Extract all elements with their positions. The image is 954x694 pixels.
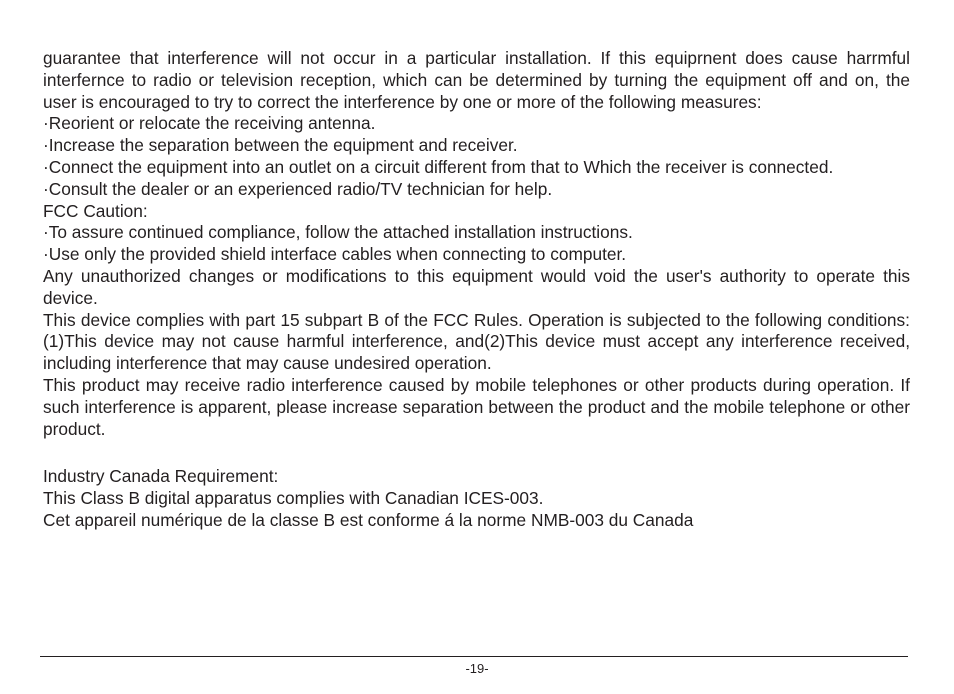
footer-divider: [40, 656, 908, 657]
manual-page-body: [43, 48, 910, 532]
unauthorized-changes-paragraph: Any unauthorized changes or modifications to this equipment would void the user's authority to operate this device.: [43, 265, 910, 308]
section-spacer: [43, 440, 910, 466]
nmb-003-statement: Cet appareil numérique de la classe B est conforme á la norme NMB-003 du Canada: [43, 509, 694, 530]
measure-increase-separation: ·Increase the separation between the equipment and receiver.: [43, 135, 518, 156]
caution-shield-cables: ·Use only the provided shield interface cables when connecting to computer.: [43, 244, 627, 265]
measure-different-outlet: ·Connect the equipment into an outlet on a circuit different from that to Which the receiver is connected.: [43, 156, 834, 177]
page-number: -19-: [465, 661, 489, 676]
ices-003-statement: This Class B digital apparatus complies with Canadian ICES-003.: [43, 488, 544, 509]
measure-consult-dealer: ·Consult the dealer or an experienced radio/TV technician for help.: [43, 178, 553, 199]
fcc-part15-paragraph: This device complies with part 15 subpart B of the FCC Rules. Operation is subjected to the following conditions:(1)This device may not cause harmful interference, and(2)This device must accept any interference received, including interference that may cause undesired operation.: [43, 309, 910, 374]
fcc-caution-heading: FCC Caution:: [43, 200, 148, 221]
industry-canada-heading: Industry Canada Requirement:: [43, 466, 279, 487]
caution-installation-instructions: ·To assure continued compliance, follow the attached installation instructions.: [43, 222, 633, 243]
interference-paragraph: guarantee that interference will not occur in a particular installation. If this equiprnent does cause harrmful interfernce to radio or television reception, which can be determined by turning the equipment off and on, the user is encouraged to try to correct the interference by one or more of the following measures:: [43, 48, 910, 112]
measure-reorient-antenna: ·Reorient or relocate the receiving antenna.: [43, 113, 376, 134]
mobile-interference-paragraph: This product may receive radio interference caused by mobile telephones or other products during operation. If such interference is apparent, please increase separation between the product and the mobile telephone or other product.: [43, 374, 910, 439]
